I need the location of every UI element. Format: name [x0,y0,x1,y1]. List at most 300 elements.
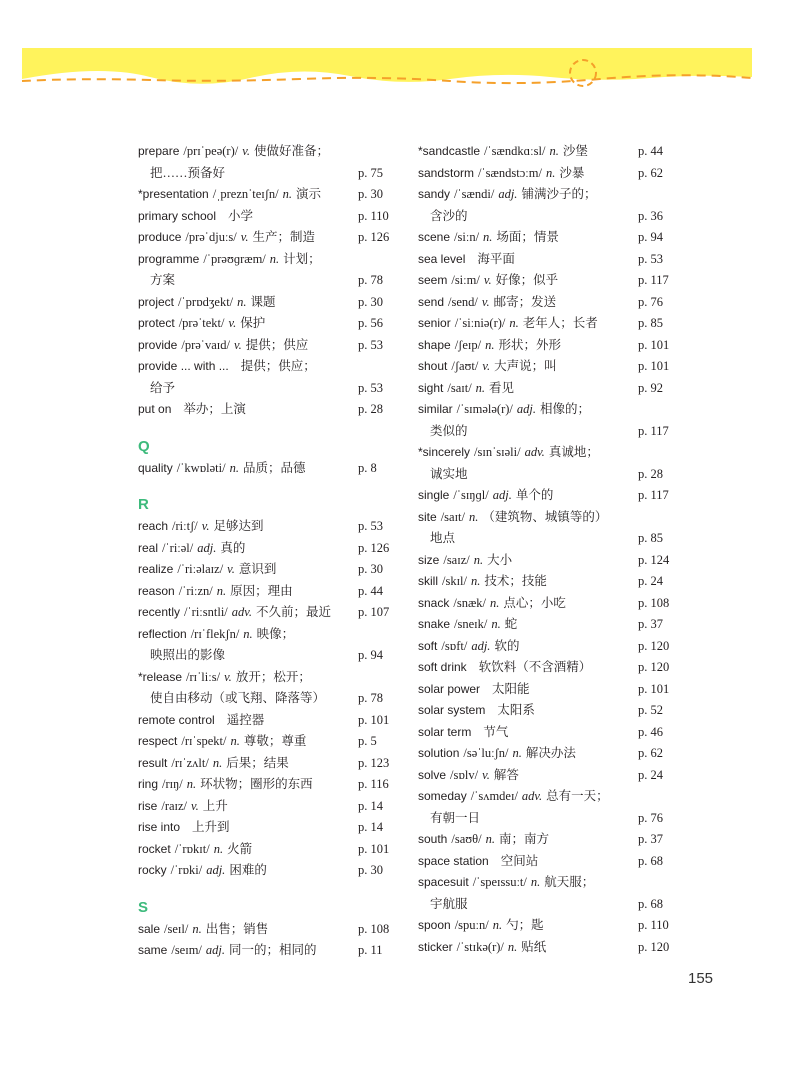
glossary-entry [418,227,680,249]
page-ref: p. 68 [638,896,663,911]
entry-line [418,937,680,959]
phonetic: /sneɪk/ [454,617,488,631]
definition: 航天服； [544,875,595,889]
part-of-speech: n. [186,777,197,791]
headword: spoon [418,918,451,932]
entry-line [418,399,680,421]
glossary-entry [138,919,400,941]
headword: reason [138,583,175,598]
glossary-entry [418,851,680,873]
definition: 足够达到 [213,519,264,533]
glossary-entry [418,356,680,378]
page-ref: p. 117 [638,273,669,287]
part-of-speech: adj. [498,187,518,201]
definition: 同一的；相同的 [229,943,317,957]
page-ref: p. 94 [358,648,383,662]
part-of-speech: n. [507,939,518,954]
glossary-entry [418,442,680,485]
headword: site [418,509,437,524]
entry-line [418,313,680,335]
headword: spacesuit [418,875,469,889]
entry-line [418,829,680,851]
definition: 形状；外形 [498,337,561,352]
page-ref: p. 62 [638,746,663,760]
entry-line [418,270,680,292]
part-of-speech: n. [491,617,501,631]
glossary-entry [138,774,400,796]
definition: 软饮料（不含酒精） [478,660,592,674]
glossary-entry [418,507,680,550]
entry-line [138,184,400,206]
definition: 南；南方 [498,832,549,846]
definition-continued: 给予 [150,380,176,395]
phonetic: /ˈsiːniə(r)/ [454,316,506,330]
part-of-speech: v. [483,273,492,287]
glossary-entry [418,722,680,744]
glossary-entry [418,571,680,593]
entry-line [138,731,400,753]
phonetic: /seɪm/ [171,943,202,957]
definition: 勺；匙 [506,918,544,932]
headword: space station [418,853,489,868]
definition: 保护 [240,316,266,330]
headword: reflection [138,626,187,641]
definition: 生产；制造 [252,230,316,244]
entry-line-continued [418,206,680,228]
headword: rocket [138,841,171,856]
definition: 太阳系 [497,703,535,717]
glossary-entry [138,356,400,399]
headword: similar [418,402,453,416]
phonetic: /saɪt/ [447,380,472,395]
definition: 演示 [296,187,322,201]
glossary-entry [138,399,400,421]
glossary-entry [418,679,680,701]
part-of-speech: adj. [197,540,217,555]
headword: sight [418,380,444,395]
entry-line [418,356,680,378]
entry-line [138,581,400,603]
page-ref: p. 123 [358,755,390,770]
headword: programme [138,251,200,266]
definition: 环状物；圈形的东西 [200,777,313,791]
glossary-entry [418,829,680,851]
phonetic: /snæk/ [453,595,487,610]
definition: 意识到 [238,562,277,576]
glossary-entry [418,270,680,292]
glossary-entry [138,559,400,581]
glossary-entry [138,516,400,538]
definition: 看见 [489,380,515,395]
page-ref: p. 53 [638,251,663,266]
headword: rise into [138,820,181,834]
definition: 空间站 [500,853,539,868]
definition: 放开；松开； [235,669,311,684]
definition: 困难的 [229,863,267,877]
entry-line [138,538,400,560]
entry-line [418,851,680,873]
section-letter: S [138,898,149,916]
definition: 海平面 [477,251,515,266]
glossary-entry [138,624,400,667]
page-ref: p. 85 [638,531,663,545]
headword: solar system [418,703,486,717]
part-of-speech: n. [212,755,223,770]
phonetic: /ˈriːzn/ [178,583,213,598]
page-ref: p. 52 [638,703,663,717]
headword: primary school [138,208,217,223]
glossary-entry [138,817,400,839]
headword: respect [138,734,178,748]
entry-line [418,722,680,744]
headword: *sandcastle [418,144,481,158]
page-ref: p. 30 [358,294,383,309]
phonetic: /prəˈdjuːs/ [185,230,237,244]
part-of-speech: v. [227,562,235,576]
definition: （建筑物、城镇等的） [482,509,608,524]
entry-line [418,249,680,271]
definition: 好像；似乎 [495,273,559,287]
phonetic: /ˈprəʊɡræm/ [203,251,266,266]
headword: solar term [418,724,472,739]
entry-line [418,141,680,163]
headword: snack [418,595,450,610]
headword: prepare [138,144,180,158]
definition: 解决办法 [525,746,576,760]
glossary-column-left [138,141,400,962]
part-of-speech: adj. [492,488,512,502]
page-ref: p. 120 [638,939,670,954]
entry-line [138,141,400,163]
phonetic: /ˈkwɒləti/ [176,460,226,475]
headword: south [418,832,448,846]
part-of-speech: n. [512,746,522,760]
headword: soft [418,638,438,653]
page-ref: p. 36 [638,208,663,223]
glossary-entry [418,872,680,915]
entry-line [418,485,680,507]
page-ref: p. 126 [358,540,390,555]
entry-line [418,335,680,357]
phonetic: /siːn/ [454,230,480,244]
definition-continued: 把……预备好 [150,165,226,180]
headword: size [418,552,440,567]
glossary-entry [138,731,400,753]
entry-line [138,335,400,357]
page-ref: p. 101 [638,337,670,352]
part-of-speech: adv. [524,445,545,459]
page-ref: p. 30 [358,562,383,576]
page-ref: p. 101 [358,841,390,856]
entry-line-continued [138,688,400,710]
glossary-entry [138,458,400,480]
part-of-speech: n. [485,832,495,846]
glossary-entry [138,141,400,184]
phonetic: /prɪˈpeə(r)/ [183,144,239,158]
part-of-speech: n. [237,294,247,309]
glossary-entry [418,335,680,357]
entry-line [418,184,680,206]
glossary-entry [418,743,680,765]
entry-line-continued [418,528,680,550]
headword: solution [418,746,460,760]
entry-line [418,765,680,787]
headword: provide ... with ... [138,359,229,373]
definition: 大声说；叫 [494,359,557,373]
definition: 遥控器 [226,712,265,727]
definition: 真的 [220,540,246,555]
entry-line [138,313,400,335]
entry-line-continued [418,421,680,443]
page-ref: p. 37 [638,617,663,631]
entry-line [418,550,680,572]
phonetic: /ˈriːsntli/ [184,605,228,619]
part-of-speech: n. [229,460,239,475]
page-ref: p. 53 [358,519,383,533]
page-ref: p. 46 [638,724,663,739]
phonetic: /saɪz/ [443,552,470,567]
definition: 上升 [202,798,228,813]
definition: 小学 [228,208,254,223]
phonetic: /raɪz/ [161,798,188,813]
headword: skill [418,574,438,588]
glossary-entry [418,485,680,507]
page-ref: p. 110 [638,918,669,932]
entry-line-continued [418,808,680,830]
definition-continued: 有朝一日 [430,810,481,825]
headword: real [138,540,159,555]
glossary-entry [138,940,400,962]
definition: 真诚地； [548,445,599,459]
page-number: 155 [688,970,714,987]
entry-line [418,657,680,679]
glossary-entry [138,227,400,249]
page-ref: p. 53 [358,337,383,352]
entry-line [418,442,680,464]
phonetic: /prəˈvaɪd/ [181,337,230,352]
glossary-entry [138,839,400,861]
definition: 原因；理由 [230,583,293,598]
headword: project [138,294,175,309]
definition-continued: 类似的 [430,423,468,438]
page-ref: p. 92 [638,380,663,395]
phonetic: /saɪt/ [440,509,465,524]
phonetic: /ˈrɒkɪt/ [174,841,210,856]
glossary-entry [138,860,400,882]
definition: 火箭 [227,841,253,856]
definition: 提供；供应； [240,359,316,373]
part-of-speech: n. [475,380,486,395]
phonetic: /ˈsændkɑːsl/ [484,144,546,158]
glossary-entry [138,313,400,335]
definition: 尊敬；尊重 [243,734,307,748]
headword: soft drink [418,660,467,674]
glossary-entry [418,550,680,572]
phonetic: /sɒft/ [441,638,468,653]
page-ref: p. 120 [638,660,670,674]
glossary-entry [418,657,680,679]
glossary-entry [138,796,400,818]
page-ref: p. 11 [358,943,383,957]
headword: put on [138,402,172,416]
headword: produce [138,230,182,244]
part-of-speech: n. [192,921,202,936]
headword: sticker [418,939,453,954]
entry-line [418,743,680,765]
headword: sale [138,921,161,936]
part-of-speech: v. [233,337,242,352]
headword: send [418,294,445,309]
glossary-entry [418,378,680,400]
glossary-entry [138,206,400,228]
page-ref: p. 14 [358,820,383,834]
part-of-speech: n. [483,230,493,244]
part-of-speech: v. [240,230,249,244]
page-ref: p. 24 [638,767,663,782]
entry-line [418,786,680,808]
headword: reach [138,519,169,533]
phonetic: /ˈsɪmələ(r)/ [456,402,513,416]
definition: 太阳能 [492,681,530,696]
glossary-entry [138,602,400,624]
page-ref: p. 75 [358,165,383,180]
phonetic: /sɒlv/ [450,767,479,782]
page-ref: p. 28 [638,466,663,481]
header-banner [0,0,800,100]
definition: 不久前；最近 [256,605,332,619]
definition: 大小 [487,552,513,567]
phonetic: /ˈstɪkə(r)/ [456,939,504,954]
glossary-entry [138,538,400,560]
page-ref: p. 30 [358,863,383,877]
glossary-entry [418,765,680,787]
phonetic: /rɪˈzʌlt/ [171,755,209,770]
definition: 举办；上演 [183,402,246,416]
definition-continued: 含沙的 [430,208,468,223]
phonetic: /siːm/ [451,273,480,287]
part-of-speech: adj. [471,638,491,653]
glossary-entry [418,313,680,335]
glossary-entry [138,184,400,206]
page-ref: p. 8 [358,460,377,475]
phonetic: /prəˈtekt/ [178,316,225,330]
phonetic: /ˈrɒki/ [170,863,203,877]
headword: sea level [418,251,466,266]
page-ref: p. 101 [358,712,390,727]
definition: 点心；小吃 [503,595,566,610]
page-ref: p. 14 [358,798,383,813]
definition: 单个的 [515,488,554,502]
part-of-speech: v. [481,294,490,309]
section-letter: Q [138,437,150,455]
entry-line [418,227,680,249]
part-of-speech: n. [213,841,224,856]
entry-line [418,378,680,400]
page-ref: p. 78 [358,273,383,287]
page-ref: p. 120 [638,638,670,653]
part-of-speech: n. [530,875,541,889]
definition: 解答 [493,767,519,782]
headword: provide [138,337,178,352]
definition: 节气 [483,724,509,739]
headword: ring [138,777,159,791]
glossary-entry [138,753,400,775]
headword: *presentation [138,187,209,201]
definition: 课题 [250,294,276,309]
entry-line [138,919,400,941]
headword: shout [418,359,448,373]
page-ref: p. 107 [358,605,390,619]
glossary-entry [418,292,680,314]
entry-line [418,700,680,722]
page-ref: p. 76 [638,294,663,309]
part-of-speech: n. [492,918,503,932]
glossary-entry [138,249,400,292]
headword: senior [418,316,451,330]
headword: rise [138,798,158,813]
entry-line [418,163,680,185]
headword: single [418,488,450,502]
page-ref: p. 108 [638,595,670,610]
entry-line [138,774,400,796]
part-of-speech: n. [485,337,495,352]
phonetic: /səˈluːʃn/ [463,746,509,760]
page-ref: p. 117 [638,423,669,438]
part-of-speech: adv. [521,789,543,803]
entry-line [138,753,400,775]
phonetic: /ʃaʊt/ [451,359,479,373]
headword: recently [138,605,181,619]
glossary-entry [138,581,400,603]
phonetic: /ʃeɪp/ [454,337,482,352]
definition: 场面；情景 [496,230,559,244]
entry-line [418,679,680,701]
glossary-entry [418,163,680,185]
headword: rocky [138,863,167,877]
part-of-speech: adj. [205,943,226,957]
part-of-speech: n. [545,165,556,180]
entry-line [418,292,680,314]
glossary-entry [418,915,680,937]
part-of-speech: n. [230,734,240,748]
phonetic: /ˈriːəl/ [162,540,194,555]
definition-continued: 地点 [430,531,456,545]
entry-line [138,667,400,689]
page-ref: p. 28 [358,402,383,416]
headword: sandy [418,187,451,201]
phonetic: /send/ [448,294,478,309]
part-of-speech: n. [471,574,481,588]
entry-line [138,710,400,732]
page-ref: p. 62 [638,165,663,180]
entry-line [138,796,400,818]
part-of-speech: n. [490,595,500,610]
definition: 后果；结果 [226,755,289,770]
part-of-speech: v. [482,359,491,373]
part-of-speech: n. [509,316,519,330]
definition-continued: 映照出的影像 [150,648,226,662]
entry-line [418,571,680,593]
glossary-entry [138,710,400,732]
glossary-entry [418,249,680,271]
page-ref: p. 24 [638,574,663,588]
page-ref: p. 37 [638,832,663,846]
definition: 使做好准备； [253,144,329,158]
definition: 蛇 [504,617,518,631]
definition-continued: 诚实地 [430,466,468,481]
definition: 映像； [256,626,295,641]
part-of-speech: v. [482,767,490,782]
